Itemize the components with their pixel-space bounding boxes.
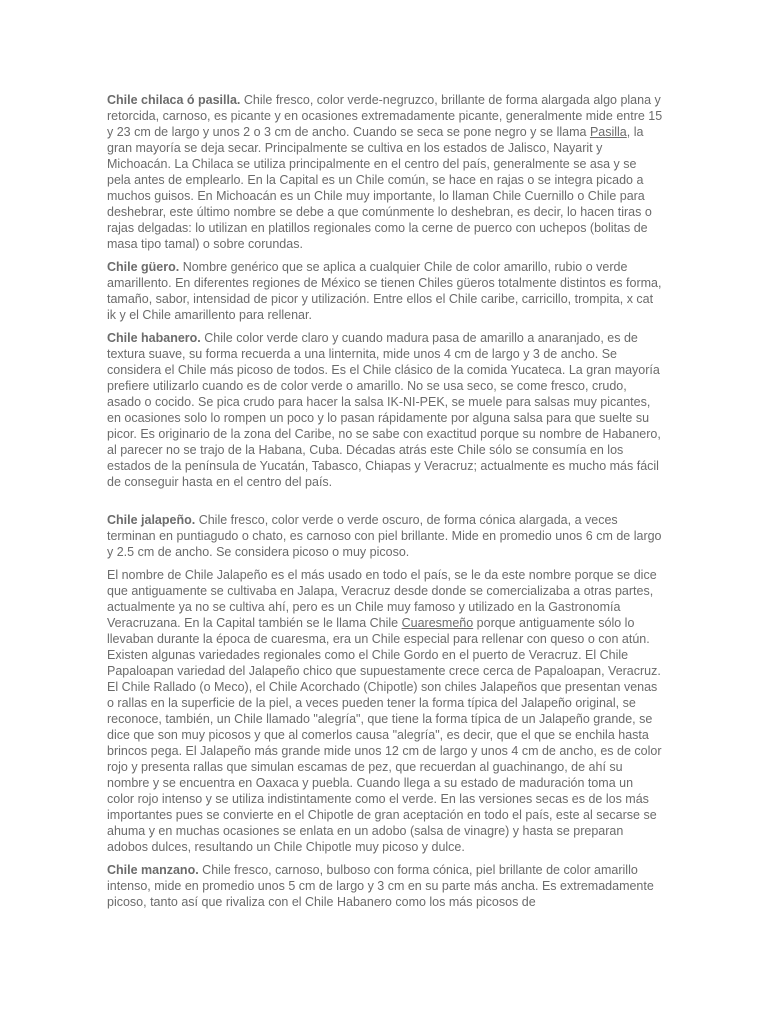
paragraph-guero [107, 259, 663, 323]
link-pasilla[interactable]: Pasilla [589, 125, 627, 139]
term-guero: Chile güero. [107, 260, 180, 274]
text-chilaca-2: , la gran mayoría se deja secar. Principalmente se cultiva en los estados de Jalisco, Nayarit y Michoacán. La Chilaca se utiliza principalmente en el centro del país, generalmente se asa y se pela antes de emplearlo. En la Capital es un Chile común, se hace en rajas o se integra picado a muchos guisos. En Michoacán es un Chile muy importante, lo llaman Chile Cuernillo o Chile para deshebrar, este último nombre se debe a que comúnmente lo deshebran, es decir, lo hacen tiras o rajas delgadas: lo utilizan en platillos regionales como la cerne de puerco con uchepos (bolitas de masa tipo tamal) o sobre corundas. [107, 125, 652, 251]
text-guero: Nombre genérico que se aplica a cualquier Chile de color amarillo, rubio o verde amarillento. En diferentes regiones de México se tienen Chiles güeros totalmente distintos es forma, tamaño, sabor, intensidad de picor y utilización. Entre ellos el Chile caribe, carricillo, trompita, x cat ik y el Chile amarillento para rellenar. [107, 260, 662, 322]
term-jalapeno: Chile jalapeño. [107, 513, 196, 527]
term-chilaca: Chile chilaca ó pasilla. [107, 93, 241, 107]
term-manzano: Chile manzano. [107, 863, 199, 877]
term-habanero: Chile habanero. [107, 331, 201, 345]
document-page [107, 92, 663, 917]
paragraph-jalapeno-name [107, 567, 663, 855]
paragraph-manzano [107, 862, 663, 910]
link-cuaresmeno[interactable]: Cuaresmeño [401, 616, 474, 630]
text-jalapeno-name-2: porque antiguamente sólo lo llevaban durante la época de cuaresma, era un Chile especial para rellenar con queso o con atún. Existen algunas variedades regionales como el Chile Gordo en el puerto de Veracruz. El Chile Papaloapan variedad del Jalapeño chico que supuestamente crece cerca de Papaloapan, Veracruz. El Chile Rallado (o Meco), el Chile Acorchado (Chipotle) son chiles Jalapeños que presentan venas o rallas en la superficie de la piel, a veces pueden tener la forma típica del Jalapeño original, se reconoce, también, un Chile llamado "alegría", que tiene la forma típica de un Jalapeño grande, se dice que son muy picosos y que al comerlos causa "alegría", es decir, que el que se enchila hasta brincos pega. El Jalapeño más grande mide unos 12 cm de largo y unos 4 cm de ancho, es de color rojo y presenta rallas que simulan escamas de pez, que recuerdan al guachinango, de ahí su nombre y se encuentra en Oaxaca y puebla. Cuando llega a su estado de maduración toma un color rojo intenso y se utiliza indistintamente como el verde. En las versiones secas es de los más importantes pues se convierte en el Chipotle de gran aceptación en todo el país, este al secarse se ahuma y en muchas ocasiones se enlata en un adobo (salsa de vinagre) y hasta se preparan adobos dulces, resultando un Chile Chipotle muy picoso y dulce. [107, 616, 662, 854]
text-manzano: Chile fresco, carnoso, bulboso con forma cónica, piel brillante de color amarillo intenso, mide en promedio unos 5 cm de largo y 3 cm en su parte más ancha. Es extremadamente picoso, tanto así que rivaliza con el Chile Habanero como los más picosos de [107, 863, 654, 909]
text-jalapeno-name-1: El nombre de Chile Jalapeño es el más usado en todo el país, se le da este nombre porque se dice que antiguamente se cultivaba en Jalapa, Veracruz desde donde se comercializaba a otras partes, actualmente ya no se cultiva ahí, pero es un Chile muy famoso y utilizado en la Gastronomía Veracruzana. En la Capital también se le llama Chile [107, 568, 657, 630]
text-chilaca-1: Chile fresco, color verde-negruzco, brillante de forma alargada algo plana y retorcida, carnoso, es picante y en ocasiones extremadamente picante, generalmente mide entre 15 y 23 cm de largo y unos 2 o 3 cm de ancho. Cuando se seca se pone negro y se llama [107, 93, 663, 139]
paragraph-jalapeno [107, 512, 663, 560]
text-habanero: Chile color verde claro y cuando madura pasa de amarillo a anaranjado, es de textura suave, su forma recuerda a una linternita, mide unos 4 cm de largo y 3 de ancho. Se considera el Chile más picoso de todos. Es el Chile clásico de la comida Yucateca. La gran mayoría prefiere utilizarlo cuando es de color verde o amarillo. No se usa seco, se come fresco, crudo, asado o cocido. Se pica crudo para hacer la salsa IK-NI-PEK, se muele para salsas muy picantes, en ocasiones solo lo rompen un poco y lo pasan rápidamente por alguna salsa para que suelte su picor. Es originario de la zona del Caribe, no se sabe con exactitud porque su nombre de Habanero, al parecer no se trajo de la Habana, Cuba. Décadas atrás este Chile sólo se consumía en los estados de la península de Yucatán, Tabasco, Chiapas y Veracruz; actualmente es mucho más fácil de conseguir hasta en el centro del país. [107, 331, 661, 489]
paragraph-habanero [107, 330, 663, 490]
paragraph-chilaca [107, 92, 663, 252]
text-jalapeno: Chile fresco, color verde o verde oscuro, de forma cónica alargada, a veces terminan en puntiagudo o chato, es carnoso con piel brillante. Mide en promedio unos 6 cm de largo y 2.5 cm de ancho. Se considera picoso o muy picoso. [107, 513, 662, 559]
